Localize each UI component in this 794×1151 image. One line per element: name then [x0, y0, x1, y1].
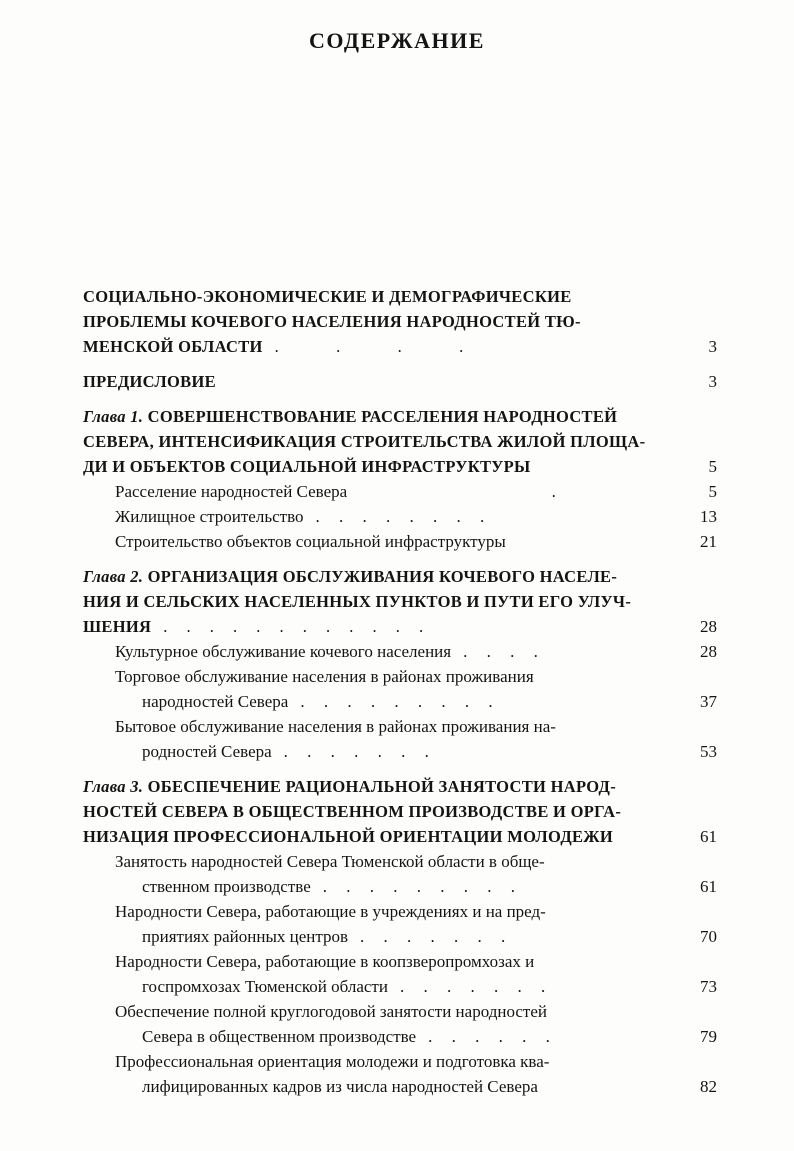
- toc-entry-line: [115, 529, 717, 554]
- toc-entry: [83, 404, 717, 479]
- toc-entry: [83, 284, 717, 359]
- toc-entry-text: ПРОБЛЕМЫ КОЧЕВОГО НАСЕЛЕНИЯ НАРОДНОСТЕЙ ТЮ-: [83, 312, 581, 331]
- page-number: 3: [708, 337, 717, 356]
- toc-entry: [83, 664, 717, 714]
- toc-entry: [83, 369, 717, 394]
- page-number: 73: [700, 977, 717, 996]
- toc-entry: [83, 479, 717, 504]
- toc-entry-text: Жилищное строительство: [115, 507, 304, 526]
- toc-entry-text: НОСТЕЙ СЕВЕРА В ОБЩЕСТВЕННОМ ПРОИЗВОДСТВЕ И ОРГА-: [83, 802, 622, 821]
- toc-entry-line: [83, 564, 717, 589]
- toc-entry: [83, 714, 717, 764]
- toc-entry-line: [83, 774, 717, 799]
- toc-entry: [83, 899, 717, 949]
- toc-entry-text: Профессиональная ориентация молодежи и подготовка ква-: [115, 1052, 550, 1071]
- toc-entry-line: [83, 334, 717, 359]
- toc-entry-line: [115, 639, 717, 664]
- toc-entry-text: Народности Севера, работающие в учреждениях и на пред-: [115, 902, 546, 921]
- page-number: 5: [708, 457, 717, 476]
- toc-entry-line: [142, 1074, 717, 1099]
- toc-entry-line: [115, 479, 717, 504]
- chapter-label: Глава 3.: [83, 777, 148, 796]
- toc-entry-line: [142, 924, 717, 949]
- toc-entry-text: Глава 3. ОБЕСПЕЧЕНИЕ РАЦИОНАЛЬНОЙ ЗАНЯТОСТИ НАРОД-: [83, 777, 616, 796]
- page-number: 5: [708, 482, 717, 501]
- toc-entry-line: [142, 689, 717, 714]
- toc-entry: [83, 529, 717, 554]
- page-number: 61: [700, 827, 717, 846]
- toc-entry-text: НИЗАЦИЯ ПРОФЕССИОНАЛЬНОЙ ОРИЕНТАЦИИ МОЛОДЕЖИ: [83, 827, 614, 846]
- page-number: 37: [700, 692, 717, 711]
- toc-entry-line: [83, 589, 717, 614]
- page-number: 53: [700, 742, 717, 761]
- toc-entry-line: [83, 369, 717, 394]
- toc-entry-line: [142, 874, 717, 899]
- dot-leader: . . . . . . . .: [315, 507, 485, 526]
- toc-entry-text: МЕНСКОЙ ОБЛАСТИ: [83, 337, 263, 356]
- toc-entry-line: [115, 899, 717, 924]
- toc-entry-line: [83, 614, 717, 639]
- toc-entry-text: Культурное обслуживание кочевого населения: [115, 642, 452, 661]
- toc-entry-line: [83, 799, 717, 824]
- dot-leader: .: [359, 482, 556, 501]
- toc-entry-line: [115, 949, 717, 974]
- toc-entry-text: народностей Севера: [142, 692, 289, 711]
- dot-leader: . . . . . . .: [399, 977, 546, 996]
- toc-entry-line: [83, 454, 717, 479]
- page-number: 28: [700, 617, 717, 636]
- toc-entry-line: [142, 1024, 717, 1049]
- toc-entry: [83, 999, 717, 1049]
- toc-entry-text: Бытовое обслуживание населения в районах проживания на-: [115, 717, 556, 736]
- toc-entry-text: госпромхозах Тюменской области: [142, 977, 388, 996]
- toc-entry-text: приятиях районных центров: [142, 927, 349, 946]
- toc-entry: [83, 504, 717, 529]
- toc-entry-text: НИЯ И СЕЛЬСКИХ НАСЕЛЕННЫХ ПУНКТОВ И ПУТИ ЕГО УЛУЧ-: [83, 592, 632, 611]
- dot-leader: . . . .: [463, 642, 538, 661]
- page-number: 82: [700, 1077, 717, 1096]
- dot-leader: . . . . . . .: [360, 927, 506, 946]
- toc-entry-text: лифицированных кадров из числа народностей Севера: [142, 1077, 538, 1096]
- toc-entry-line: [115, 999, 717, 1024]
- dot-leader: . . . . . . . . .: [322, 877, 516, 896]
- toc-entry-text: ДИ И ОБЪЕКТОВ СОЦИАЛЬНОЙ ИНФРАСТРУКТУРЫ: [83, 457, 531, 476]
- toc-entry-text: Глава 1. СОВЕРШЕНСТВОВАНИЕ РАССЕЛЕНИЯ НАРОДНОСТЕЙ: [83, 407, 618, 426]
- toc-entry-text: Глава 2. ОРГАНИЗАЦИЯ ОБСЛУЖИВАНИЯ КОЧЕВОГО НАСЕЛЕ-: [83, 567, 618, 586]
- toc-entry: [83, 949, 717, 999]
- toc-entry-line: [115, 664, 717, 689]
- toc-entry-text: ШЕНИЯ: [83, 617, 152, 636]
- page-title: СОДЕРЖАНИЕ: [309, 28, 485, 53]
- dot-leader: . . . . . . . . .: [300, 692, 493, 711]
- chapter-label: Глава 2.: [83, 567, 148, 586]
- page-number: 70: [700, 927, 717, 946]
- toc-entry-line: [83, 284, 717, 309]
- toc-entry-text: СОЦИАЛЬНО-ЭКОНОМИЧЕСКИЕ И ДЕМОГРАФИЧЕСКИЕ: [83, 287, 572, 306]
- page-number: 61: [700, 877, 717, 896]
- toc-entry-text: СЕВЕРА, ИНТЕНСИФИКАЦИЯ СТРОИТЕЛЬСТВА ЖИЛОЙ ПЛОЩА-: [83, 432, 646, 451]
- toc-entry-line: [83, 824, 717, 849]
- toc-entry-text: Севера в общественном производстве: [142, 1027, 417, 1046]
- toc-entry-line: [115, 849, 717, 874]
- toc-entry-line: [83, 309, 717, 334]
- toc-entry-text: Расселение народностей Севера: [115, 482, 348, 501]
- toc-entry-line: [83, 404, 717, 429]
- toc-entry: [83, 564, 717, 639]
- toc-entry: [83, 639, 717, 664]
- toc-entry-text: Обеспечение полной круглогодовой занятости народностей: [115, 1002, 547, 1021]
- toc-list: [83, 284, 717, 1099]
- toc-entry-text: Торговое обслуживание населения в районах проживания: [115, 667, 534, 686]
- page-number: 79: [700, 1027, 717, 1046]
- toc-entry-line: [115, 1049, 717, 1074]
- toc-entry: [83, 1049, 717, 1099]
- toc-entry-text: Строительство объектов социальной инфраструктуры: [115, 532, 506, 551]
- toc-entry: [83, 774, 717, 849]
- toc-entry-text: Занятость народностей Севера Тюменской области в обще-: [115, 852, 545, 871]
- toc-entry: [83, 849, 717, 899]
- toc-entry-text: Народности Севера, работающие в коопзверопромхозах и: [115, 952, 535, 971]
- toc-entry-text: родностей Севера: [142, 742, 272, 761]
- dot-leader: . . . . . .: [428, 1027, 550, 1046]
- page-number: 28: [700, 642, 717, 661]
- toc-entry-line: [142, 974, 717, 999]
- page-number: 3: [708, 372, 717, 391]
- toc-entry-text: ПРЕДИСЛОВИЕ: [83, 372, 216, 391]
- dot-leader: . . . . . . .: [283, 742, 429, 761]
- dot-leader: . . . . . . . . . . . .: [163, 617, 424, 636]
- toc-entry-line: [83, 429, 717, 454]
- dot-leader: . . . .: [274, 337, 464, 356]
- page-number: 21: [700, 532, 717, 551]
- page-number: 13: [700, 507, 717, 526]
- toc-entry-line: [142, 739, 717, 764]
- toc-entry-text: ственном производстве: [142, 877, 311, 896]
- toc-entry-line: [115, 714, 717, 739]
- chapter-label: Глава 1.: [83, 407, 148, 426]
- toc-entry-line: [115, 504, 717, 529]
